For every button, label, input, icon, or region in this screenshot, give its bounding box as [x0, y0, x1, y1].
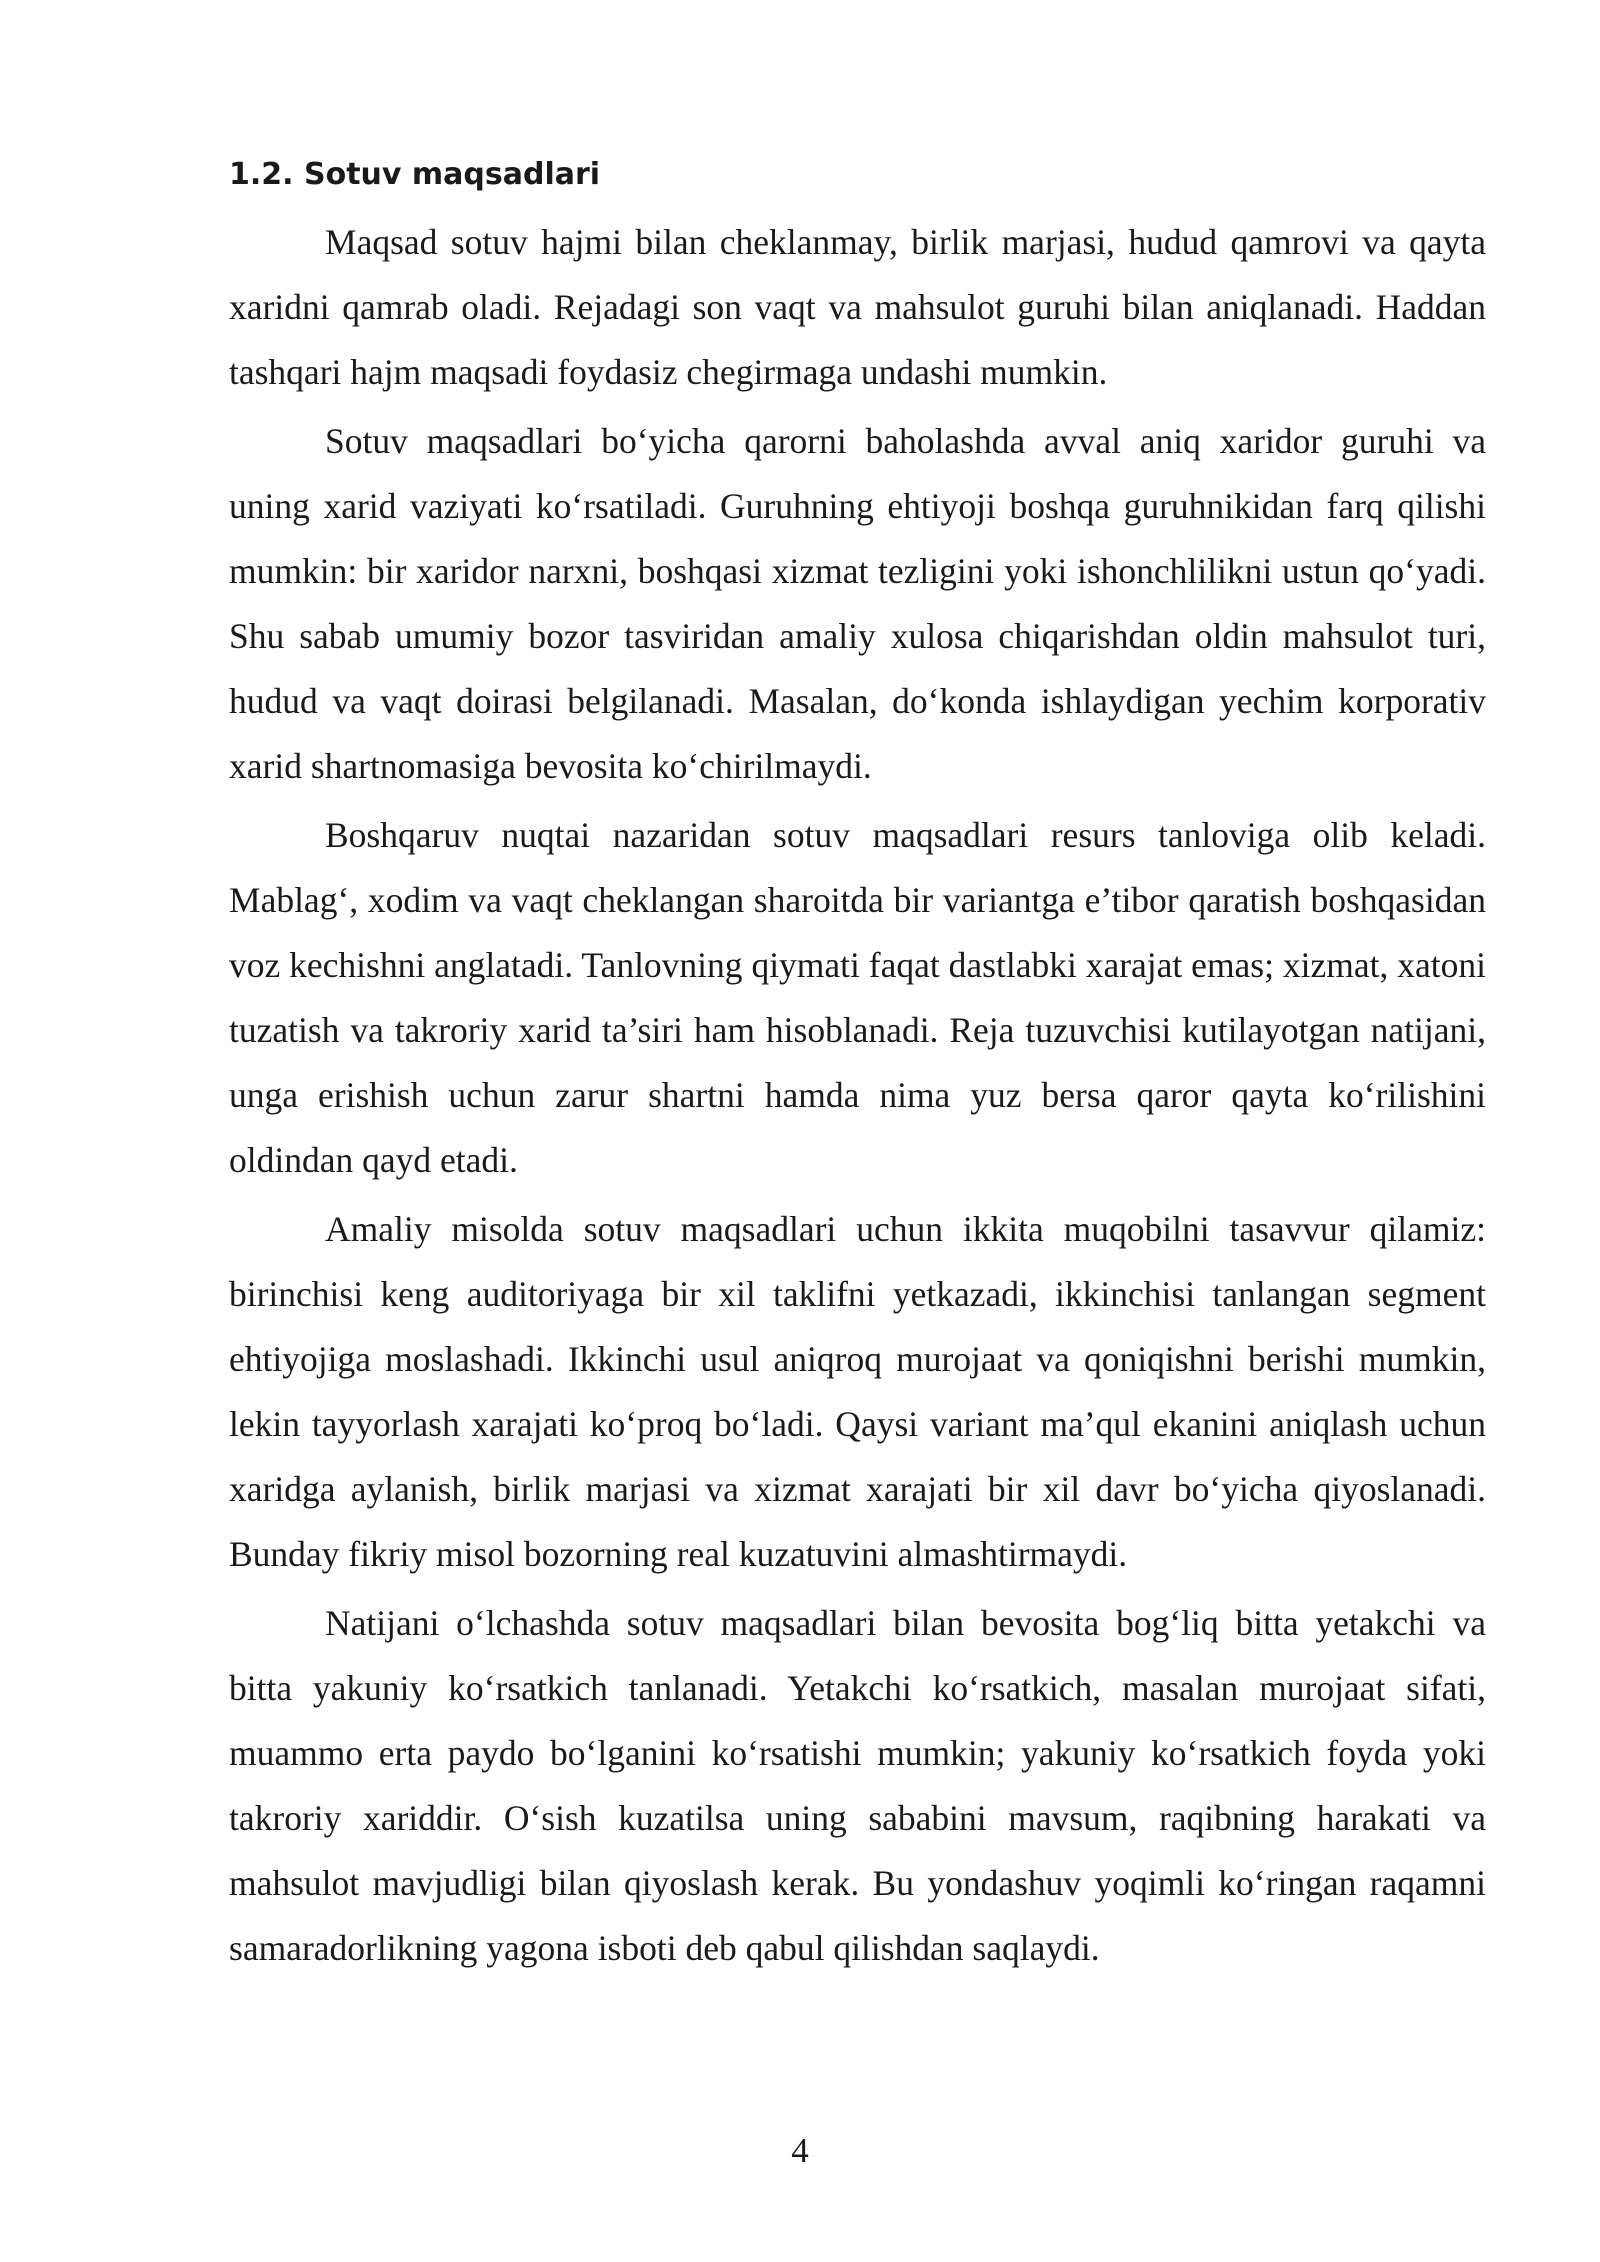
paragraph-5: Natijani o‘lchashda sotuv maqsadlari bilan bevosita bog‘liq bitta yetakchi va bitta yakuniy ko‘rsatkich tanlanadi. Yetakchi ko‘rsatkich, masalan murojaat sifati, muammo erta paydo bo‘lganini ko‘rsatishi mumkin; yakuniy ko‘rsatkich foyda yoki takroriy xariddir. O‘sish kuzatilsa uning sababini mavsum, raqibning harakati va mahsulot mavjudligi bilan qiyoslash kerak. Bu yondashuv yoqimli ko‘ringan raqamni samaradorlikning yagona isboti deb qabul qilishdan saqlaydi. [229, 1603, 1486, 1968]
paragraph-3: Boshqaruv nuqtai nazaridan sotuv maqsadlari resurs tanloviga olib keladi. Mablag‘, xodim va vaqt cheklangan sharoitda bir variantga e’tibor qaratish boshqasidan voz kechishni anglatadi. Tanlovning qiymati faqat dastlabki xarajat emas; xizmat, xatoni tuzatish va takroriy xarid ta’siri ham hisoblanadi. Reja tuzuvchisi kutilayotgan natijani, unga erishish uchun zarur shartni hamda nima yuz bersa qaror qayta ko‘rilishini oldindan qayd etadi. [229, 815, 1486, 1180]
section-heading: 1.2. Sotuv maqsadlari [229, 157, 601, 192]
paragraph-1: Maqsad sotuv hajmi bilan cheklanmay, birlik marjasi, hudud qamrovi va qayta xaridni qamrab oladi. Rejadagi son vaqt va mahsulot guruhi bilan aniqlanadi. Haddan tashqari hajm maqsadi foydasiz chegirmaga undashi mumkin. [229, 222, 1486, 392]
paragraph-2: Sotuv maqsadlari bo‘yicha qarorni baholashda avval aniq xaridor guruhi va uning xarid vaziyati ko‘rsatiladi. Guruhning ehtiyoji boshqa guruhnikidan farq qilishi mumkin: bir xaridor narxni, boshqasi xizmat tezligini yoki ishonchlilikni ustun qo‘yadi. Shu sabab umumiy bozor tasviridan amaliy xulosa chiqarishdan oldin mahsulot turi, hudud va vaqt doirasi belgilanadi. Masalan, do‘konda ishlaydigan yechim korporativ xarid shartnomasiga bevosita ko‘chirilmaydi. [229, 421, 1486, 786]
page-number: 4 [791, 2131, 809, 2170]
paragraph-4: Amaliy misolda sotuv maqsadlari uchun ikkita muqobilni tasavvur qilamiz: birinchisi keng auditoriyaga bir xil taklifni yetkazadi, ikkinchisi tanlangan segment ehtiyojiga moslashadi. Ikkinchi usul aniqroq murojaat va qoniqishni berishi mumkin, lekin tayyorlash xarajati ko‘proq bo‘ladi. Qaysi variant ma’qul ekanini aniqlash uchun xaridga aylanish, birlik marjasi va xizmat xarajati bir xil davr bo‘yicha qiyoslanadi. Bunday fikriy misol bozorning real kuzatuvini almashtirmaydi. [229, 1209, 1486, 1574]
page-content [229, 150, 1486, 1985]
